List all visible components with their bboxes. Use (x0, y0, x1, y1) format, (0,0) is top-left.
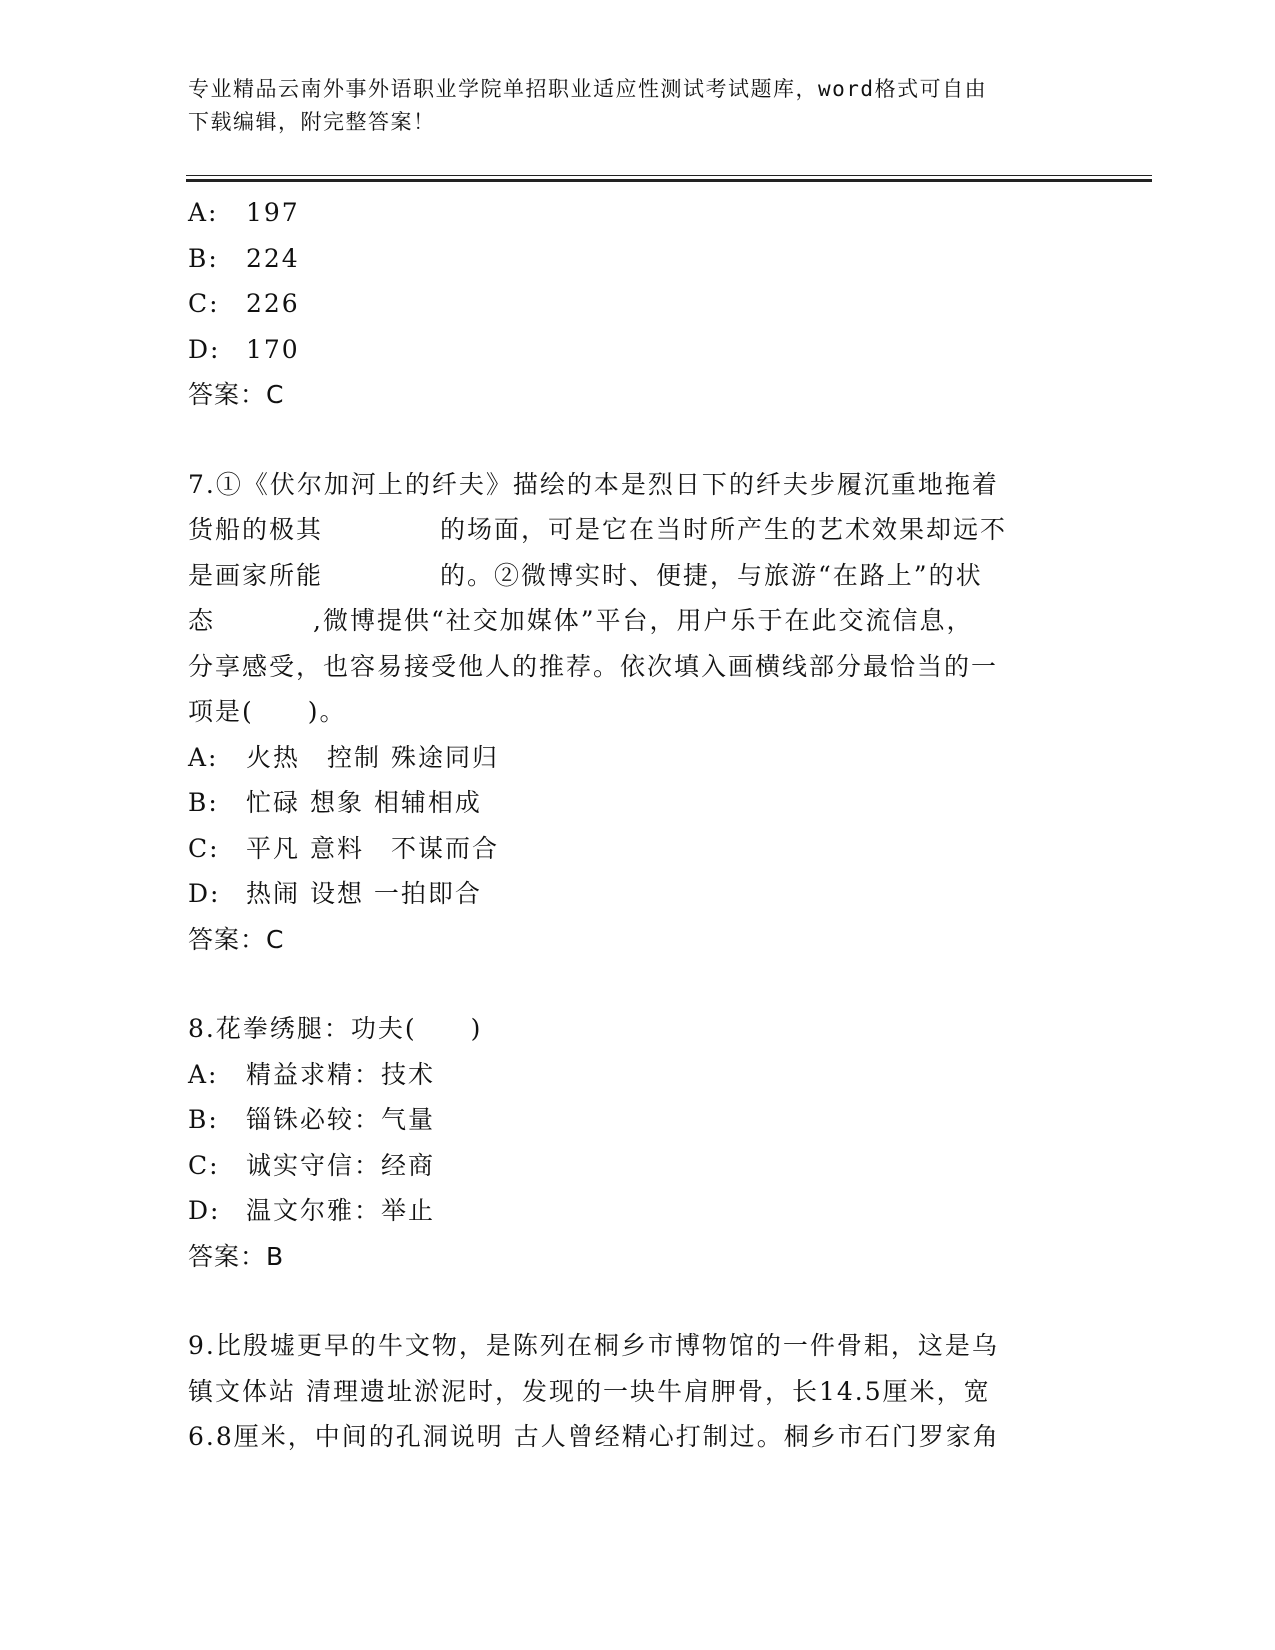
question-stem-line: 8.花拳绣腿：功夫( ) (188, 1014, 483, 1043)
question-7 (188, 462, 1068, 963)
option-b: B: 锱铢必较：气量 (188, 1105, 436, 1134)
question-stem-line: 是画家所能 的。②微博实时、便捷，与旅游“在路上”的状 (188, 560, 983, 590)
option-a: A: 精益求精：技术 (188, 1059, 436, 1089)
header-line-2: 下载编辑，附完整答案！ (188, 110, 436, 134)
question-stem-line: 分享感受，也容易接受他人的推荐。依次填入画横线部分最恰当的一 (188, 651, 999, 681)
question-stem-line: 态 ,微博提供“社交加媒体”平台，用户乐于在此交流信息， (188, 606, 974, 635)
option-c: C: 226 (188, 289, 300, 318)
question-8 (188, 1006, 1068, 1279)
header-rule-thick (186, 179, 1152, 182)
question-stem-line: 7.①《伏尔加河上的纤夫》描绘的本是烈日下的纤夫步履沉重地拖着 (188, 469, 999, 499)
option-b: B: 224 (188, 243, 300, 273)
option-c: C: 诚实守信：经商 (188, 1150, 436, 1180)
document-header (188, 73, 1068, 139)
question-9 (188, 1323, 1068, 1460)
answer: 答案：C (188, 924, 285, 954)
question-stem-line: 项是( )。 (188, 697, 347, 726)
header-rule-thin (186, 175, 1152, 176)
header-line-1: 专业精品云南外事外语职业学院单招职业适应性测试考试题库，word格式可自由 (188, 77, 988, 101)
option-d: D: 170 (188, 334, 300, 364)
question-stem-line: 货船的极其 的场面，可是它在当时所产生的艺术效果却远不 (188, 515, 1008, 544)
option-d: D: 温文尔雅：举止 (188, 1196, 436, 1225)
question-stem-line: 9.比殷墟更早的牛文物，是陈列在桐乡市博物馆的一件骨耜，这是乌 (188, 1331, 999, 1360)
answer: 答案：B (188, 1241, 285, 1271)
option-c: C: 平凡 意料 不谋而合 (188, 833, 499, 863)
option-d: D: 热闹 设想 一拍即合 (188, 879, 482, 908)
question-6 (188, 190, 1068, 418)
answer: 答案：C (188, 380, 285, 409)
question-stem-line: 6.8厘米，中间的孔洞说明 古人曾经精心打制过。桐乡市石门罗家角 (188, 1422, 1000, 1451)
document-body (188, 190, 1068, 1460)
question-stem-line: 镇文体站 清理遗址淤泥时，发现的一块牛肩胛骨，长14.5厘米，宽 (188, 1376, 991, 1406)
option-a: A: 197 (188, 198, 300, 227)
option-a: A: 火热 控制 殊途同归 (188, 742, 499, 772)
option-b: B: 忙碌 想象 相辅相成 (188, 788, 482, 817)
